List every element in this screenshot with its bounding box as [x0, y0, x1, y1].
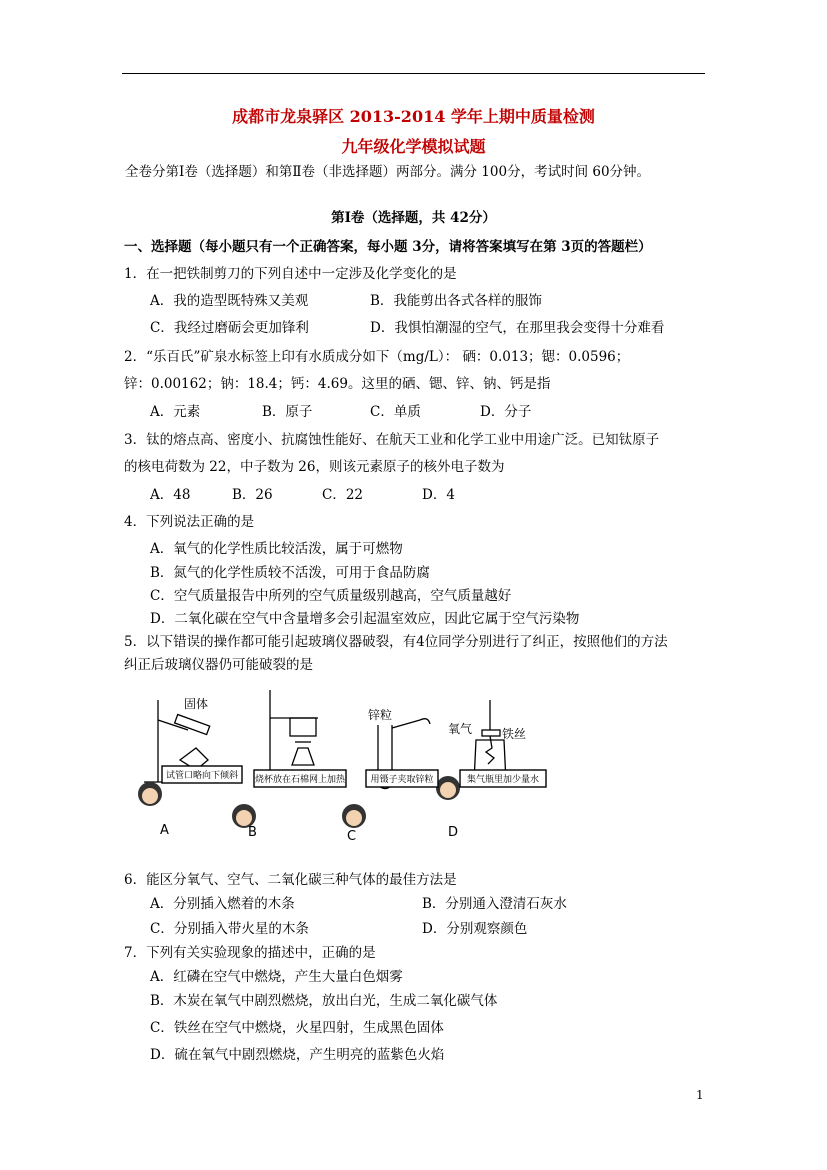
q3-stem-line1: 3．钛的熔点高、密度小、抗腐蚀性能好、在航天工业和化学工业中用途广泛。已知钛原子 — [124, 432, 660, 448]
q4-option-c: C．空气质量报告中所列的空气质量级别越高，空气质量越好 — [150, 588, 512, 604]
header-rule — [122, 73, 705, 74]
label-zinc: 锌粒 — [368, 708, 393, 722]
bubble-d: 集气瓶里加少量水 — [466, 775, 540, 785]
q7-stem: 7．下列有关实验现象的描述中，正确的是 — [124, 945, 376, 961]
q3-option-b: B．26 — [232, 487, 273, 503]
q7-option-c: C．铁丝在空气中燃烧，火星四射，生成黑色固体 — [150, 1020, 444, 1036]
q6-option-d: D．分别观察颜色 — [422, 921, 528, 937]
bubble-c: 用镊子夹取锌粒 — [370, 775, 434, 785]
q1-option-c: C．我经过磨砺会更加锋利 — [150, 320, 309, 336]
label-oxygen: 氧气 — [448, 722, 473, 736]
q1-stem: 1．在一把铁制剪刀的下列自述中一定涉及化学变化的是 — [124, 266, 457, 282]
student-c-icon — [342, 804, 366, 828]
q2-option-a: A．元素 — [150, 404, 201, 420]
section-title: 第Ⅰ卷（选择题，共 42分） — [331, 210, 496, 226]
q3-option-d: D．4 — [422, 487, 455, 503]
q3-option-c: C．22 — [322, 487, 364, 503]
q5-stem-line1: 5．以下错误的操作都可能引起玻璃仪器破裂，有4位同学分别进行了纠正，按照他们的方法 — [124, 634, 668, 650]
figure-letter-a: A — [160, 823, 169, 838]
q7-option-d: D．硫在氧气中剧烈燃烧，产生明亮的蓝紫色火焰 — [150, 1047, 445, 1063]
student-d-icon — [436, 776, 460, 800]
q6-option-c: C．分别插入带火星的木条 — [150, 921, 309, 937]
q4-stem: 4．下列说法正确的是 — [124, 514, 255, 530]
page-subtitle: 九年级化学模拟试题 — [341, 137, 486, 156]
figure-b-setup — [258, 690, 318, 782]
q5-stem-line2: 纠正后玻璃仪器仍可能破裂的是 — [124, 657, 313, 673]
page-number: 1 — [696, 1088, 704, 1102]
q6-stem: 6．能区分氧气、空气、二氧化碳三种气体的最佳方法是 — [124, 872, 457, 888]
q2-option-b: B．原子 — [262, 404, 313, 420]
q4-option-b: B．氮气的化学性质较不活泼，可用于食品防腐 — [150, 565, 430, 581]
bubble-a: 试管口略向下倾斜 — [165, 771, 239, 781]
label-solid: 固体 — [184, 697, 209, 711]
q4-option-a: A．氧气的化学性质比较活泼，属于可燃物 — [150, 541, 403, 557]
q7-option-a: A．红磷在空气中燃烧，产生大量白色烟雾 — [150, 969, 403, 985]
q2-option-d: D．分子 — [480, 404, 532, 420]
q6-option-a: A．分别插入燃着的木条 — [150, 896, 295, 912]
bubble-b: 烧杯放在石棉网上加热 — [254, 775, 346, 785]
q3-option-a: A．48 — [150, 487, 191, 503]
label-iron-wire: 铁丝 — [502, 727, 527, 741]
q1-option-b: B．我能剪出各式各样的服饰 — [370, 293, 542, 309]
part-heading: 一、选择题（每小题只有一个正确答案，每小题 3分，请将答案填写在第 3页的答题栏） — [124, 239, 652, 255]
q2-stem-line2: 锌：0.00162；钠：18.4；钙：4.69。这里的硒、锶、锌、钠、钙是指 — [124, 376, 551, 392]
figure-letter-d: D — [448, 825, 459, 840]
page-title: 成都市龙泉驿区 2013-2014 学年上期中质量检测 — [232, 107, 595, 126]
q6-option-b: B．分别通入澄清石灰水 — [422, 896, 567, 912]
q3-stem-line2: 的核电荷数为 22，中子数为 26，则该元素原子的核外电子数为 — [124, 459, 505, 475]
figure-letter-b: B — [248, 825, 257, 840]
q7-option-b: B．木炭在氧气中剧烈燃烧，放出白光，生成二氧化碳气体 — [150, 993, 498, 1009]
q1-option-d: D．我惧怕潮湿的空气，在那里我会变得十分难看 — [370, 320, 665, 336]
student-a-icon — [138, 782, 162, 806]
figure-letter-c: C — [347, 829, 357, 844]
q2-option-c: C．单质 — [370, 404, 421, 420]
q4-option-d: D．二氧化碳在空气中含量增多会引起温室效应，因此它属于空气污染物 — [150, 611, 580, 627]
exam-intro: 全卷分第Ⅰ卷（选择题）和第Ⅱ卷（非选择题）两部分。满分 100分，考试时间 60分钟。 — [125, 164, 651, 180]
q2-stem-line1: 2．“乐百氏”矿泉水标签上印有水质成分如下（mg/L）： 硒：0.013；锶：0.0596； — [124, 349, 630, 365]
q1-option-a: A．我的造型既特殊又美观 — [150, 293, 309, 309]
q5-apparatus-figure — [130, 690, 550, 850]
